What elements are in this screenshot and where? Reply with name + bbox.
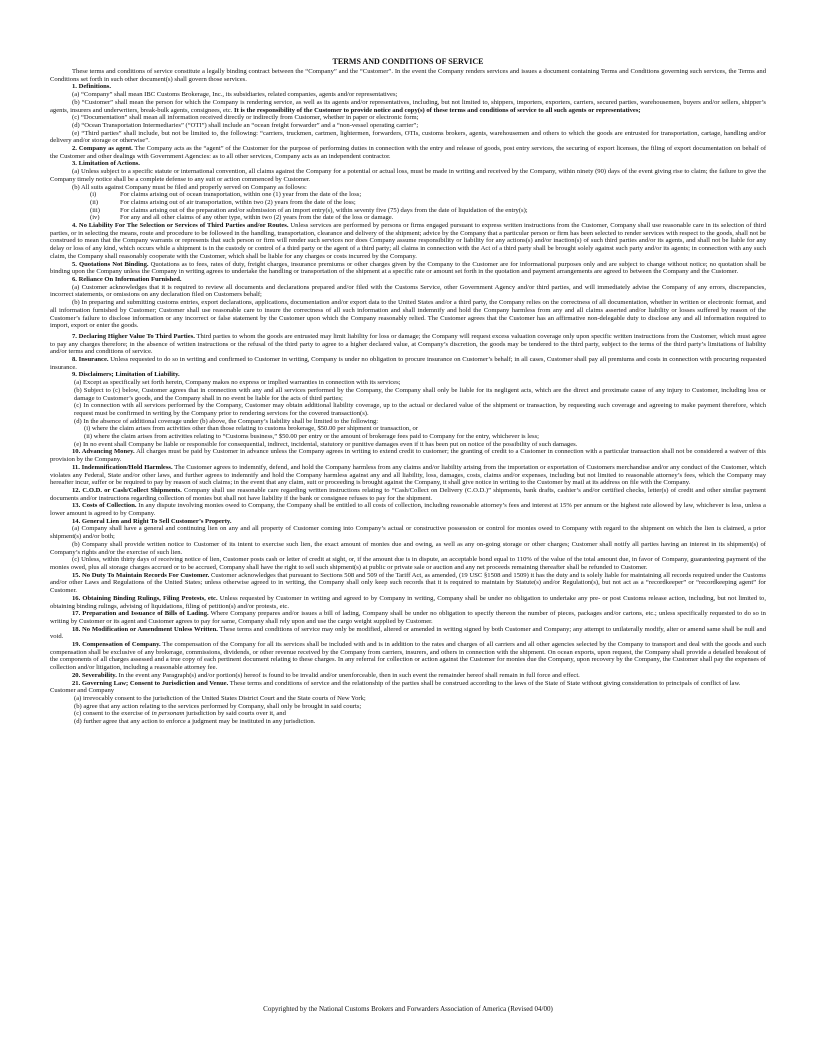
section-14-b: (b) Company shall provide written notice to Customer of its intent to exercise such lien, the exact amount of monies due and owing, as well as any on-going storage or other charges; Customer shall notify all parties having an interest in its shipment(s) of Company’s rights and/or the exercise of such lien. (50, 540, 766, 556)
definition-customer: (b) “Customer” shall mean the person for which the Company is rendering service, as well as its agents and/or representatives, including, but not limited to, shippers, importers, exporters, carriers, secured parties, warehousemen, buyers and/or sellers, shipper’s agents, insurers and underwriters, break-bulk agents, consignees, etc. It is the responsibility of the Customer to provide notice and copy(s) of these terms and conditions of service to all such agents or representatives; (50, 98, 766, 114)
list-item: (iv) For any and all other claims of any other type, within two (2) years from the date of the loss or damage. (90, 214, 394, 222)
definition-third-parties: (e) “Third parties” shall include, but not be limited to, the following: “carriers, truckmen, cartmen, lightermen, forwarders, OTIs, customs brokers, agents, warehousemen and others to which the goods are entrusted for transportation, cartage, handling and/or delivery and/or storage or otherwise”. (50, 129, 766, 145)
section-5: 5. Quotations Not Binding. Quotations as to fees, rates of duty, freight charges, insurance premiums or other charges given by the Company to the Customer are for informational purposes only and are subject to change without notice; no quotation shall be binding upon the Company unless the Company in writing agrees to undertake the handling or transportation of the shipment at a specific rate or amount set forth in the quotation and payment arrangements are agreed to between the Company and the Customer. (50, 260, 766, 276)
document-title: TERMS AND CONDITIONS OF SERVICE (332, 57, 484, 66)
copyright-footer: Copyrighted by the National Customs Brokers and Forwarders Association of America (Revised 04/00) (263, 1005, 553, 1013)
claims-list (50, 191, 766, 222)
section-2: 2. Company as agent. The Company acts as the “agent” of the Customer for the purpose of performing duties in connection with the entry and release of goods, post entry services, the securing of export licenses, the filing of export documentation on behalf of the Customer and other dealings with Government Agencies: as to all other services, Company acts as an independent contractor. (50, 145, 767, 160)
list-item: (iii) For claims arising out of the preparation and/or submission of an import entry(s), within seventy five (75) days from the date of liquidation of the entry(s); (90, 206, 528, 214)
section-4: 4. No Liability For The Selection or Services of Third Parties and/or Routes. Unless services are performed by persons or firms engaged pursuant to express written instructions from the Customer, Company shall use reasonable care in its selection of third parties, or in selecting the means, route and procedure to be followed in the handling, transportation, clearance and delivery of the shipment; advice by the Company that a particular person or firm has been selected to render services with respect to the goods, shall not be construed to mean that the Company warrants or represents that such person or firm will render such services nor does Company assume responsibility or liability for any actions(s) and/or inaction(s) of such third parties and/or its agents, and shall not be liable for any delay or loss of any kind, which occurs while a shipment is in the custody or control of a third party or the agent of a third party; all claims in connection with the Act of a third party shall be brought solely against such party and/or its agents; in connection with any such claim, the Company shall reasonably cooperate with the Customer, which shall be liable for any charges or costs incurred by the Company. (50, 222, 766, 260)
section-17: 17. Preparation and Issuance of Bills of Lading. Where Company prepares and/or issues a bill of lading, Company shall be under no obligation to specify thereon the number of pieces, packages and/or cartons, etc.; unless specifically requested to do so in writing by Customer or its agent and Customer agrees to pay for same, Company shall rely upon and use the cargo weight supplied by Customer. (50, 610, 766, 625)
section-13: 13. Costs of Collection. In any dispute involving monies owed to Company, the Company shall be entitled to all costs of collection, including reasonable attorney’s fees and interest at 15% per annum or the highest rate allowed by law, whichever is less, unless a lower amount is agreed to by Company. (50, 502, 766, 518)
section-21-c: (c) consent to the exercise of in personam jurisdiction by said courts over it, and (74, 710, 286, 718)
section-21-b: (b) agree that any action relating to the services performed by Company, shall only be brought in said courts; (74, 702, 362, 710)
section-14-a: (a) Company shall have a general and continuing lien on any and all property of Customer coming into Company’s actual or constructive possession or control for monies owed to Company with regard to the shipment on which the lien is claimed, a prior shipment(s) and/or both; (50, 525, 766, 541)
section-21: 21. Governing Law; Consent to Jurisdiction and Venue. These terms and conditions of service and the relationship of the parties shall be construed according to the laws of the State of State without giving consideration to principals of conflict of law. (72, 679, 741, 687)
section-9-heading: 9. Disclaimers; Limitation of Liability. (72, 371, 180, 379)
section-9-a: (a) Except as specifically set forth herein, Company makes no express or implied warranties in connection with its services; (74, 379, 401, 387)
section-12: 12. C.O.D. or Cash/Collect Shipments. Company shall use reasonable care regarding written instructions relating to “Cash/Collect on Delivery (C.O.D.)” shipments, bank drafts, cashier’s and/or certified checks, letter(s) of credit and other similar payment documents and/or instructions regarding collection of monies but shall not have liability if the bank or consignee refuses to pay for the shipment. (50, 486, 767, 502)
section-9-e: (e) In no event shall Company be liable or responsible for consequential, indirect, incidental, statutory or punitive damages even if it has been put on notice of the possibility of such damages. (74, 440, 578, 448)
section-19: 19. Compensation of Company. The compensation of the Company for all its services shall be included with and is in addition to the rates and charges of all carriers and all other agencies selected by the Company to transport and deal with the goods and such compensation shall be exclusive of any brokerage, commissions, dividends, or other revenue received by the Company from carriers, insurers, and others in connection with the shipment. On ocean exports, upon request, the Company shall provide a detailed breakout of the components of all charges assessed and a true copy of each pertinent document relating to these charges. In any referral for collection or action against the Customer for monies due the Company, upon recovery by the Company, the Customer shall pay the expenses of collection and/or litigation, including a reasonable attorney fee. (50, 641, 766, 672)
definition-company: (a) “Company” shall mean IBC Customs Brokerage, Inc., its subsidiaries, related companies, agents and/or representatives; (72, 91, 398, 99)
section-21-d: (d) further agree that any action to enforce a judgment may be instituted in any jurisdiction. (74, 718, 316, 726)
section-16: 16. Obtaining Binding Rulings, Filing Protests, etc. Unless requested by Customer in writing and agreed to by Company in writing, Company shall be under no obligation to undertake any pre- or post Customs release action, including, but not limited to, obtaining binding rulings, advising of liquidations, filing of petition(s) and/or protests, etc. (50, 594, 766, 610)
section-6-a: (a) Customer acknowledges that it is required to review all documents and declarations prepared and/or filed with the Customs Service, other Government Agency and/or third parties, and will immediately advise the Company of any errors, discrepancies, incorrect statements, or omissions on any declaration filed on Customers behalf; (50, 283, 766, 299)
section-14-c: (c) Unless, within thirty days of receiving notice of lien, Customer posts cash or letter of credit at sight, or, if the amount due is in dispute, an acceptable bond equal to 110% of the value of the total amount due, in favor of Company, guaranteeing payment of the monies owed, plus all storage charges accrued or to be accrued, Company shall have the right to sell such shipment(s) at public or private sale or auction and any net proceeds remaining thereafter shall be refunded to Customer. (50, 556, 766, 571)
section-6-heading: 6. Reliance On Information Furnished. (72, 275, 182, 283)
section-9-d-ii: (ii) where the claim arises from activities relating to “Customs business,” $50.00 per entry or the amount of brokerage fees paid to Company for the entry, whichever is less; (84, 433, 539, 441)
section-14-heading: 14. General Lien and Right To Sell Customer’s Property. (72, 517, 232, 525)
section-9-c: (c) In connection with all services performed by the Company, Customer may obtain additional liability coverage, up to the actual or declared value of the shipment or transaction, by requesting such coverage and agreeing to make payment therefore, which request must be confirmed in writing by the Company prior to rendering services for the covered transaction(s). (74, 402, 766, 417)
section-20: 20. Severability. In the event any Paragraph(s) and/or portion(s) hereof is found to be invalid and/or unenforceable, then in such event the remainder hereof shall remain in full force and effect. (72, 671, 580, 679)
section-15: 15. No Duty To Maintain Records For Customer. Customer acknowledges that pursuant to Sections 508 and 509 of the Tariff Act, as amended, (19 USC §1508 and 1509) it has the duty and is solely liable for maintaining all records required under the Customs and/or other Laws and Regulations of the United States; unless otherwise agreed to in writing, the Company shall only keep such records that it is required to maintain by Statute(s) and/or Regulation(s), but not act as a “recordkeeper” or “recordkeeping agent” for Customer. (50, 571, 766, 595)
list-item: (ii) For claims arising out of air transportation, within two (2) years from the date of the loss; (90, 198, 356, 206)
section-7: 7. Declaring Higher Value To Third Parties. Third parties to whom the goods are entrusted may limit liability for loss or damage; the Company will request excess valuation coverage only upon specific written instructions from the Customer, which must agree to pay any charges therefore; in the absence of written instructions or the refusal of the third party to agree to a higher declared value, at Company’s discretion, the goods may be tendered to the third party, subject to the terms of the third party’s limitations of liability and/or terms and conditions of service. (50, 332, 767, 356)
section-1-heading: 1. Definitions. (72, 83, 112, 91)
section-9-d: (d) In the absence of additional coverage under (b) above, the Company’s liability shall be limited to the following: (74, 417, 379, 425)
definition-oti: (d) “Ocean Transportation Intermediaries” (“OTI”) shall include an “ocean freight forwarder” and a “non-vessel operating carrier”; (72, 121, 419, 129)
section-3-heading: 3. Limitation of Actions. (72, 160, 140, 168)
definition-documentation: (c) “Documentation” shall mean all information received directly or indirectly from Customer, whether in paper or electronic form; (72, 114, 419, 122)
section-9-b: (b) Subject to (c) below, Customer agrees that in connection with any and all services performed by the Company, the Company shall only be liable for its negligent acts, which are the direct and proximate cause of any injury to Customer, including loss or damage to Customer’s goods, and the Company shall in no event be liable for the acts of third parties; (74, 386, 766, 402)
section-8: 8. Insurance. Unless requested to do so in writing and confirmed to Customer in writing, Company is under no obligation to procure insurance on Customer’s behalf; in all cases, Customer shall pay all premiums and costs in connection with procuring requested insurance. (50, 356, 766, 371)
section-9-d-i: (i) where the claim arises from activities other than those relating to customs brokerage, $50.00 per shipment or transaction, or (84, 425, 418, 433)
section-11: 11. Indemnification/Hold Harmless. The Customer agrees to indemnify, defend, and hold the Company harmless from any claims and/or liability arising from the importation or exportation of Customers merchandise and/or any conduct of the Customer, which violates any Federal, State and/or other laws, and further agrees to indemnify and hold the Company harmless against any and all liability, loss, damages, costs, claims and/or expenses, including but not limited to reasonable attorney’s fees, which the Company may hereafter incur, suffer or be required to pay by reason of such claims; in the event that any claim, suit or proceeding is brought against the Company, it shall give notice in writing to the Customer by mail at its address on file with the Company. (50, 463, 766, 487)
section-18: 18. No Modification or Amendment Unless Written. These terms and conditions of service may only be modified, altered or amended in writing signed by both Customer and Company; any attempt to unilaterally modify, alter or amend same shall be null and void. (50, 625, 766, 641)
section-21-a: (a) irrevocably consent to the jurisdiction of the United States District Court and the State courts of New York; (74, 694, 366, 702)
intro-paragraph: These terms and conditions of service constitute a legally binding contract between the “Company” and the “Customer”. In the event the Company renders services and issues a document containing Terms and Conditions governing such services, the Terms and Conditions set forth in such other document(s) shall govern those services. (50, 68, 766, 83)
list-item: (i) For claims arising out of ocean transportation, within one (1) year from the date of the loss; (90, 191, 362, 199)
section-21-parties: Customer and Company (50, 687, 115, 695)
section-3-b: (b) All suits against Company must be filed and properly served on Company as follows: (72, 183, 307, 191)
section-6-b: (b) In preparing and submitting customs entries, export declarations, applications, documentation and/or export data to the United States and/or a third party, the Company relies on the correctness of all documentation, whether in written or electronic format, and all information furnished by Customer; Customer shall use reasonable care to insure the correctness of all such information and shall indemnify and hold the Company harmless from any and all claims asserted and/or liability or losses suffered by reason of the Customer’s failure to disclose information or any incorrect or false statement by the Customer upon which the Company reasonably relied. The Customer agrees that the Customer has an affirmative non-delegable duty to disclose any and all information required to import, export or enter the goods. (50, 299, 766, 330)
section-3-a: (a) Unless subject to a specific statute or international convention, all claims against the Company for a potential or actual loss, must be made in writing and received by the Company, within ninety (90) days of the event giving rise to claim; the failure to give the Company timely notice shall be a complete defense to any suit or action commenced by Customer. (50, 168, 766, 183)
section-10: 10. Advancing Money. All charges must be paid by Customer in advance unless the Company agrees in writing to extend credit to customer; the granting of credit to a Customer in connection with a particular transaction shall not be considered a waiver of this provision by the Company. (50, 448, 766, 464)
